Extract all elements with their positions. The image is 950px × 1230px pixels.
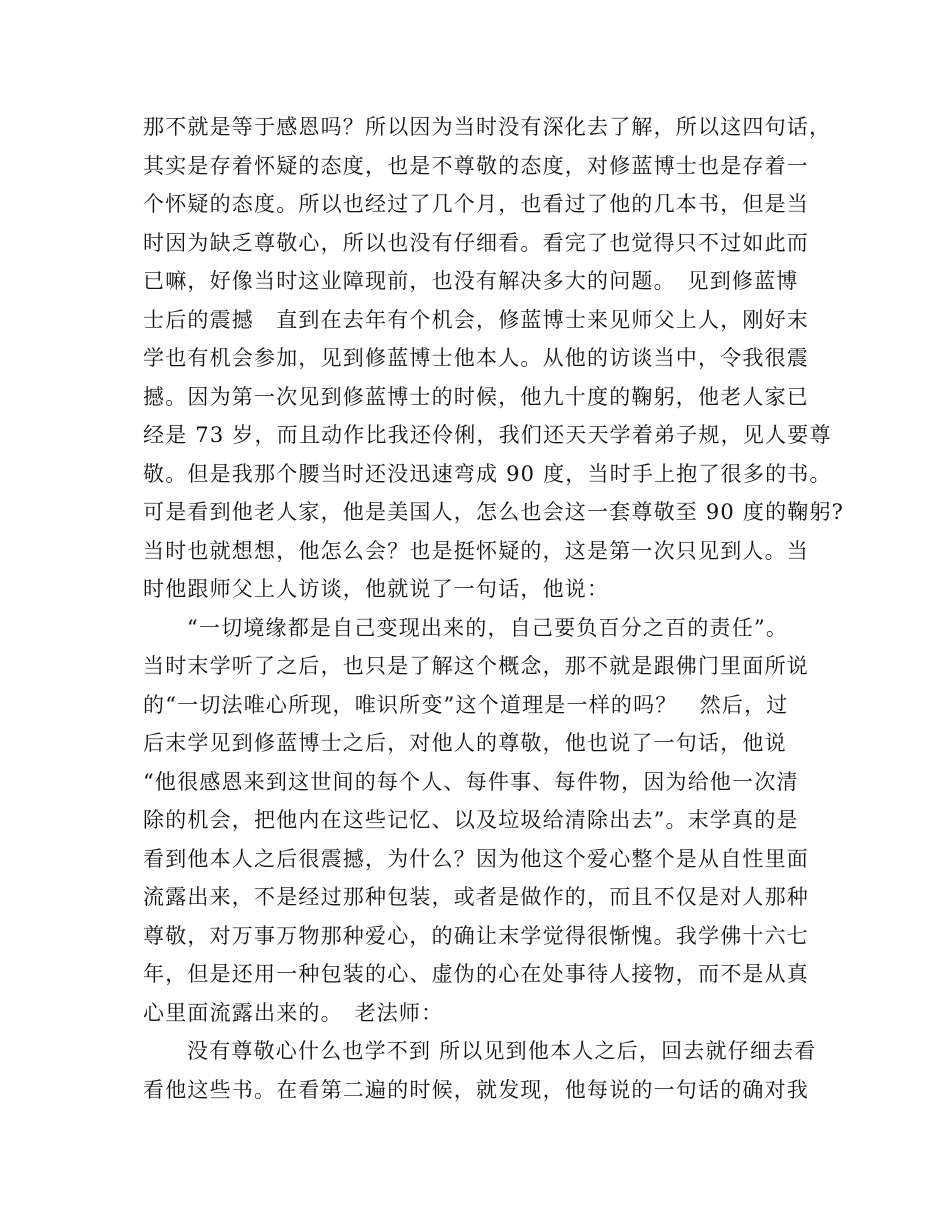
text-line: 个怀疑的态度。所以也经过了几个月，也看过了他的几本书，但是当 (143, 192, 809, 216)
text-line: 当时末学听了之后，也只是了解这个概念，那不就是跟佛门里面所说 (143, 654, 809, 678)
text-line: 流露出来，不是经过那种包装，或者是做作的，而且不仅是对人那种 (143, 885, 809, 909)
text-line: 心里面流露出来的。 老法师： (143, 1000, 444, 1025)
body-text (143, 108, 845, 1109)
text-line: 当时也就想想，他怎么会？也是挺怀疑的，这是第一次只见到人。当 (143, 538, 809, 563)
text-line: 撼。因为第一次见到修蓝博士的时候，他九十度的鞠躬，他老人家已 (143, 384, 809, 409)
text-line: 经是 73 岁，而且动作比我还伶俐，我们还天天学着弟子规，见人要尊 (143, 423, 832, 447)
text-line: 尊敬，对万事万物那种爱心，的确让末学觉得很惭愧。我学佛十六七 (143, 923, 809, 948)
text-line: 敬。但是我那个腰当时还没迅速弯成 90 度，当时手上抱了很多的书。 (143, 461, 832, 486)
text-line: 那不就是等于感恩吗？所以因为当时没有深化去了解，所以这四句话， (143, 115, 832, 139)
text-line: 其实是存着怀疑的态度，也是不尊敬的态度，对修蓝博士也是存着一 (143, 153, 809, 178)
text-line: 的“一切法唯心所现，唯识所变”这个道理是一样的吗？ 然后，过 (143, 692, 789, 717)
text-line: 时他跟师父上人访谈，他就说了一句话，他说： (143, 577, 610, 601)
text-line: 后末学见到修蓝博士之后，对他人的尊敬，他也说了一句话，他说 (143, 731, 787, 755)
text-line: 学也有机会参加，见到修蓝博士他本人。从他的访谈当中，令我很震 (143, 346, 809, 370)
text-line: 可是看到他老人家，他是美国人，怎么也会这一套尊敬至 90 度的鞠躬? (143, 500, 845, 524)
text-line-indented: “一切境缘都是自己变现出来的，自己要负百分之百的责任”。 (187, 615, 789, 640)
text-line: 看到他本人之后很震撼，为什么？因为他这个爱心整个是从自性里面 (143, 846, 809, 871)
text-line: 士后的震撼 直到在去年有个机会，修蓝博士来见师父上人，刚好末 (143, 307, 809, 332)
text-line: “他很感恩来到这世间的每个人、每件事、每件物，因为给他一次清 (143, 769, 799, 794)
text-line-indented: 没有尊敬心什么也学不到 所以见到他本人之后，回去就仔细去看 (187, 1039, 817, 1063)
text-line: 除的机会，把他内在这些记忆、以及垃圾给清除出去”。末学真的是 (143, 808, 799, 832)
text-line: 看他这些书。在看第二遍的时候，就发现，他每说的一句话的确对我 (143, 1077, 809, 1102)
text-line: 年，但是还用一种包装的心、虚伪的心在处事待人接物，而不是从真 (143, 962, 809, 986)
text-line: 时因为缺乏尊敬心，所以也没有仔细看。看完了也觉得只不过如此而 (143, 230, 809, 255)
text-line: 已嘛，好像当时这业障现前，也没有解决多大的问题。 见到修蓝博 (143, 269, 799, 293)
